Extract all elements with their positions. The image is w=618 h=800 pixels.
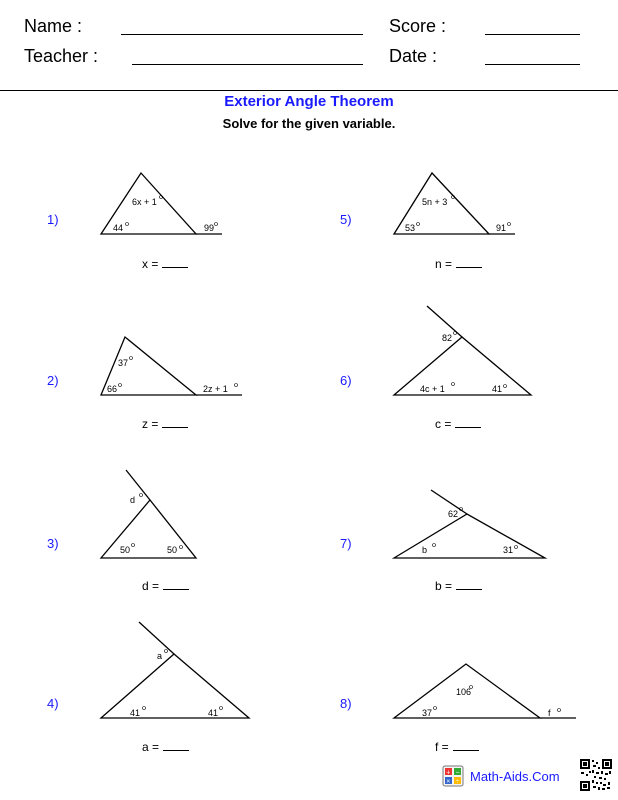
answer-field-2[interactable]: z = [142,417,188,431]
date-label: Date : [389,46,438,66]
angle-label: b [422,545,428,555]
angle-label: f [548,708,551,718]
degree-mark [452,383,455,386]
angle-label: a [157,651,163,661]
problem-number: 3) [47,536,59,551]
answer-field-7[interactable]: b = [435,579,482,593]
angle-label: 41 [208,708,219,718]
angle-label: 37 [118,358,129,368]
degree-mark [434,707,437,710]
problem-number: 2) [47,373,59,388]
teacher-label: Teacher : [24,46,99,66]
angle-label: 66 [107,384,118,394]
worksheet-subtitle: Solve for the given variable. [222,116,396,131]
problem-number: 8) [340,696,352,711]
angle-label: 62 [448,509,459,519]
degree-mark [143,707,146,710]
footer-brand[interactable] [442,765,560,787]
degree-mark [180,546,183,549]
triangle-7 [394,514,545,558]
degree-mark [220,707,223,710]
degree-mark [235,384,238,387]
angle-label: 50 [120,545,131,555]
triangle-6 [394,337,531,395]
angle-label: 91 [496,223,507,233]
svg-text:÷: ÷ [455,778,460,786]
degree-mark [132,544,135,547]
angle-label: 31 [503,545,514,555]
score-label: Score : [389,16,447,36]
brand-link[interactable]: Math-Aids.Com [470,768,560,784]
answer-field-4[interactable]: a = [142,740,189,754]
angle-label: 44 [113,223,124,233]
answer-field-8[interactable]: f = [435,740,479,754]
angle-label: 37 [422,708,433,718]
degree-mark [119,384,122,387]
problem-number: 4) [47,696,59,711]
degree-mark [558,709,561,712]
angle-label: 99 [204,223,215,233]
degree-mark [454,332,457,335]
degree-mark [417,223,420,226]
angle-label: 6x + 1 [132,197,157,207]
problem-number: 7) [340,536,352,551]
svg-text:−: − [455,769,460,777]
answer-field-5[interactable]: n = [435,257,482,271]
problem-number: 6) [340,373,352,388]
angle-label: 53 [405,223,416,233]
degree-mark [165,650,168,653]
angle-label: 82 [442,333,453,343]
answer-field-1[interactable]: x = [142,257,188,271]
degree-mark [126,223,129,226]
qr-code-icon [579,758,613,792]
answer-field-6[interactable]: c = [435,417,481,431]
svg-text:+: + [446,769,451,777]
worksheet-title: Exterior Angle Theorem [224,93,394,110]
degree-mark [215,223,218,226]
angle-label: 41 [492,384,503,394]
degree-mark [130,357,133,360]
degree-mark [504,385,507,388]
triangle-3 [101,500,196,558]
angle-label: 2z + 1 [203,384,228,394]
angle-label: 41 [130,708,141,718]
answer-field-3[interactable]: d = [142,579,189,593]
problem-number: 5) [340,212,352,227]
angle-label: 5n + 3 [422,197,448,207]
degree-mark [433,544,436,547]
degree-mark [508,223,511,226]
calculator-icon [442,765,464,787]
degree-mark [140,494,143,497]
exterior-ray-4 [139,622,174,654]
triangle-4 [101,654,249,718]
angle-label: 50 [167,545,178,555]
angle-label: d [130,495,136,505]
problem-number: 1) [47,212,59,227]
angle-label: 4c + 1 [420,384,445,394]
degree-mark [515,546,518,549]
svg-text:×: × [446,778,451,786]
angle-label: 106 [456,687,472,697]
name-label: Name : [24,16,83,36]
